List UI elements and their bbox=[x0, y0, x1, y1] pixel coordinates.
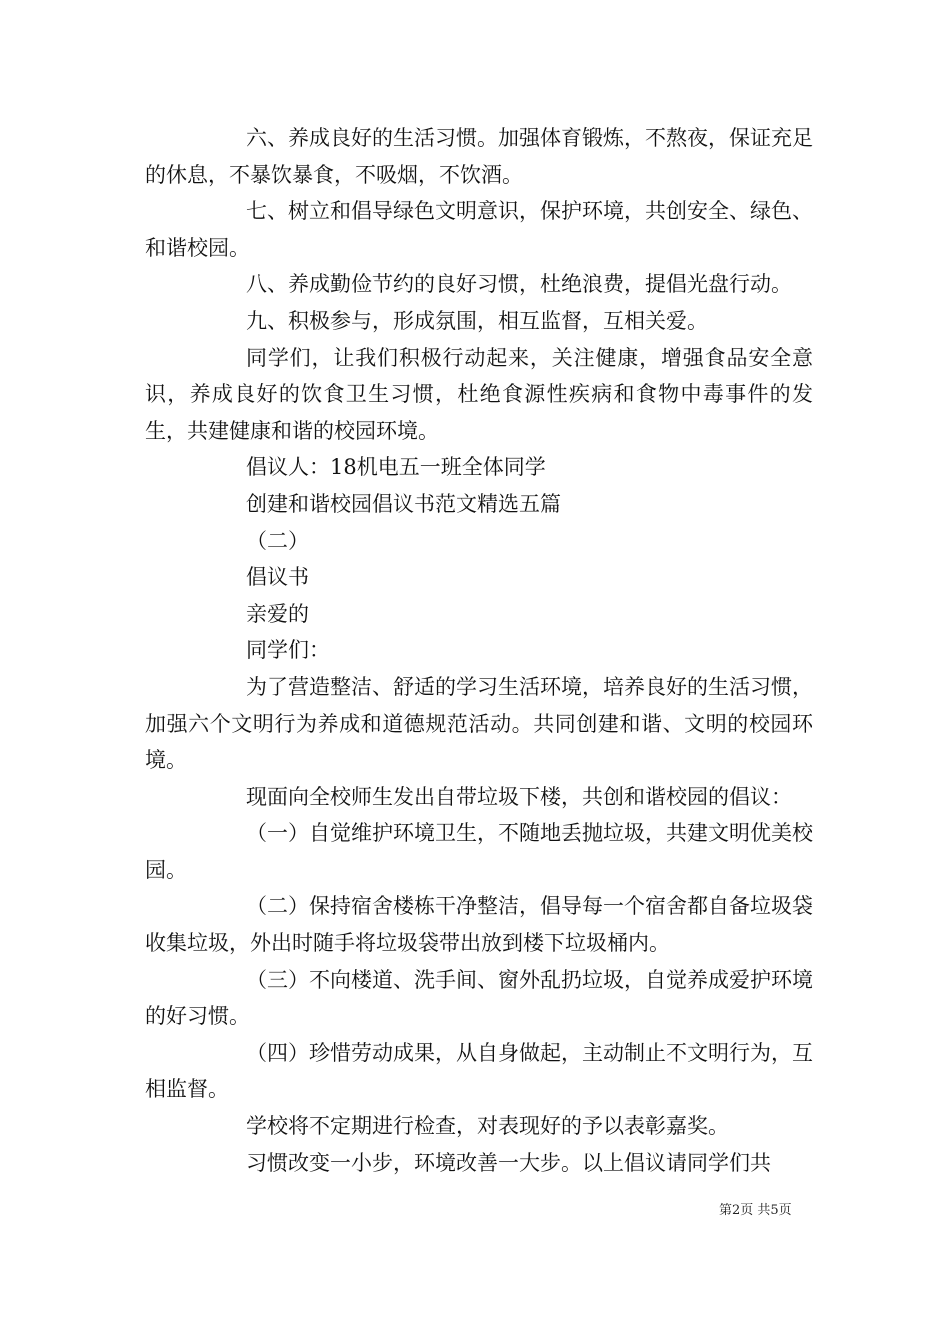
section-title: 创建和谐校园倡议书范文精选五篇 bbox=[246, 491, 561, 516]
section-number: （二） bbox=[246, 528, 309, 553]
paragraph-9: 九、积极参与，形成氛围，相互监督，互相关爱。 bbox=[246, 308, 708, 333]
inspection-note: 学校将不定期进行检查，对表现好的予以表彰嘉奖。 bbox=[246, 1114, 729, 1139]
salutation-line-2: 同学们： bbox=[246, 638, 330, 663]
document-body bbox=[145, 120, 813, 1181]
page-number: 第2页 共5页 bbox=[719, 1203, 792, 1218]
paragraph-6: 六、养成良好的生活习惯。加强体育锻炼，不熬夜，保证充足的休息，不暴饮暴食，不吸烟，不饮酒。 bbox=[145, 126, 813, 187]
proposal-item-1: （一）自觉维护环境卫生，不随地丢抛垃圾，共建文明优美校园。 bbox=[145, 821, 813, 882]
proposal-item-4: （四）珍惜劳动成果，从自身做起，主动制止不文明行为，互相监督。 bbox=[145, 1040, 813, 1102]
proposal-lead: 现面向全校师生发出自带垃圾下楼，共创和谐校园的倡议： bbox=[246, 784, 792, 809]
proposal-item-2: （二）保持宿舍楼栋干净整洁，倡导每一个宿舍都自备垃圾袋收集垃圾，外出时随手将垃圾袋带出放到楼下垃圾桶内。 bbox=[145, 894, 813, 956]
salutation-line-1: 亲爱的 bbox=[246, 601, 309, 626]
final-appeal: 习惯改变一小步，环境改善一大步。以上倡议请同学们共 bbox=[246, 1150, 771, 1175]
proposal-item-3: （三）不向楼道、洗手间、窗外乱扔垃圾，自觉养成爱护环境的好习惯。 bbox=[145, 967, 813, 1029]
paragraph-8: 八、养成勤俭节约的良好习惯，杜绝浪费，提倡光盘行动。 bbox=[246, 272, 792, 297]
intro-paragraph: 为了营造整洁、舒适的学习生活环境，培养良好的生活习惯，加强六个文明行为养成和道德规范活动。共同创建和谐、文明的校园环境。 bbox=[145, 674, 813, 773]
paragraph-7: 七、树立和倡导绿色文明意识，保护环境，共创安全、绿色、和谐校园。 bbox=[145, 199, 813, 260]
signatory: 倡议人：18机电五一班全体同学 bbox=[246, 455, 546, 480]
document-heading: 倡议书 bbox=[246, 565, 309, 590]
closing-appeal: 同学们，让我们积极行动起来，关注健康，增强食品安全意识，养成良好的饮食卫生习惯，杜绝食源性疾病和食物中毒事件的发生，共建健康和谐的校园环境。 bbox=[145, 345, 813, 443]
